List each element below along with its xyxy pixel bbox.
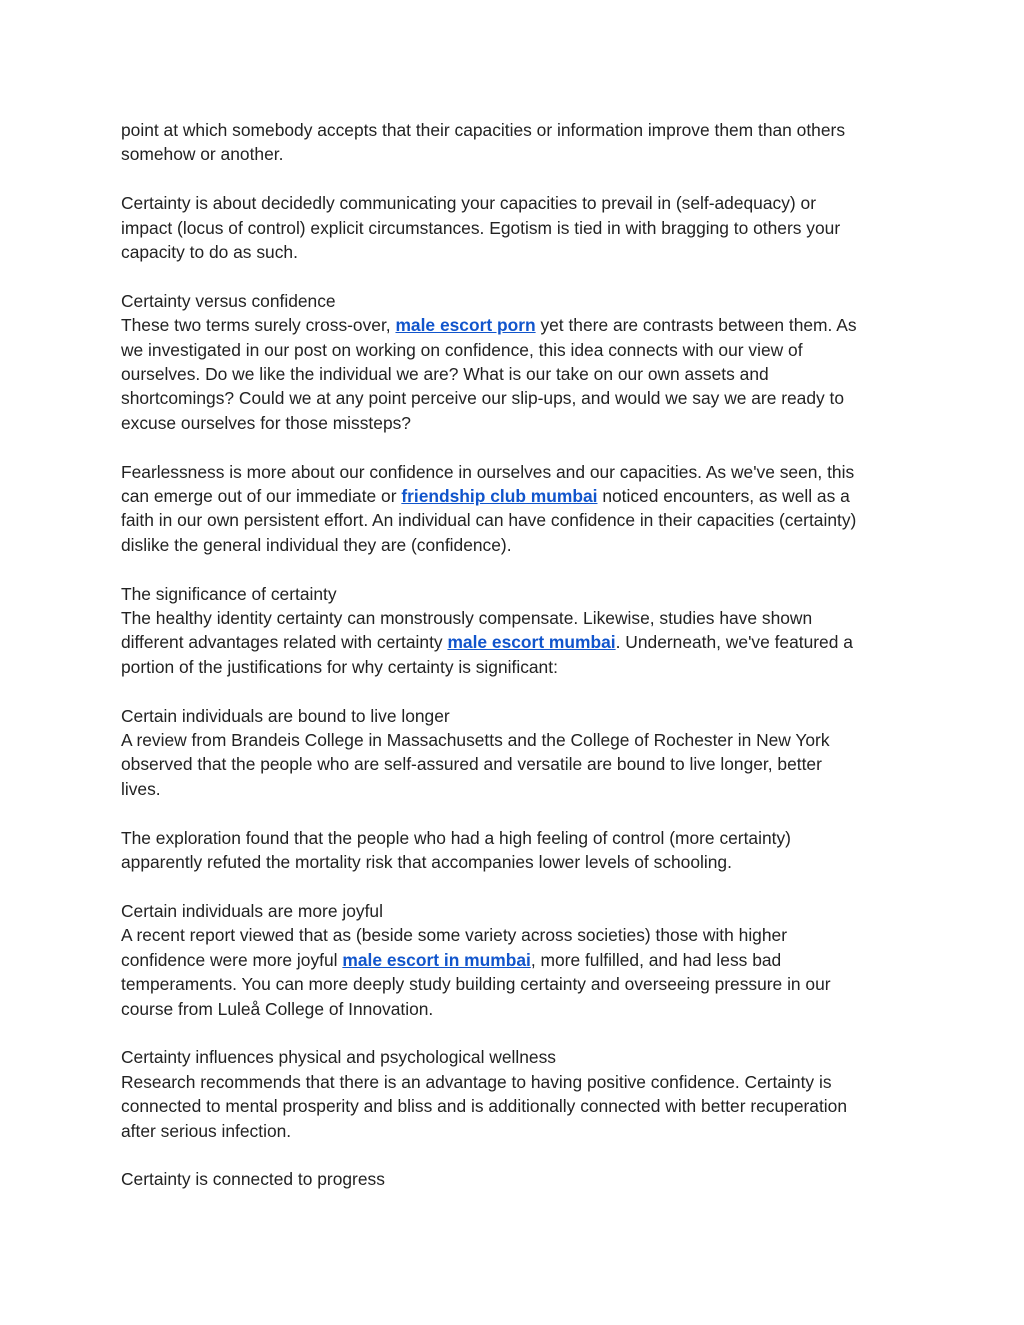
paragraph-8 (121, 899, 911, 1021)
text-line: capacity to do as such. (121, 242, 298, 263)
text-line: temperaments. You can more deeply study building certainty and overseeing pressure in our (121, 974, 831, 995)
paragraph-7 (121, 826, 911, 875)
text-line: connected to mental prosperity and bliss and is additionally connected with better recuperation (121, 1096, 848, 1117)
text-line (121, 948, 911, 972)
link-male-escort-in-mumbai[interactable]: male escort in mumbai (342, 949, 531, 970)
link-male-escort-mumbai[interactable]: male escort mumbai (447, 632, 616, 653)
paragraph-3 (121, 289, 911, 435)
text-line: impact (locus of control) explicit circumstances. Egotism is tied in with bragging to others your (121, 217, 841, 238)
section-heading: Certainty influences physical and psychological wellness (121, 1047, 556, 1068)
text-line: Research recommends that there is an advantage to having positive confidence. Certainty is (121, 1071, 832, 1092)
text-line (121, 313, 911, 337)
text-line: The exploration found that the people who had a high feeling of control (more certainty) (121, 827, 791, 848)
paragraph-9 (121, 1045, 911, 1143)
paragraph-5 (121, 582, 911, 680)
document-page (121, 118, 911, 1216)
section-heading: Certain individuals are more joyful (121, 900, 383, 921)
text-line: shortcomings? Could we at any point perceive our slip-ups, and would we say we are ready to (121, 388, 845, 409)
text-line: Fearlessness is more about our confidence in ourselves and our capacities. As we've seen, this (121, 461, 855, 482)
text-line (121, 484, 911, 508)
paragraph-10 (121, 1167, 911, 1191)
text-line: point at which somebody accepts that their capacities or information improve them than others (121, 120, 846, 140)
text-line: faith in our own persistent effort. An individual can have confidence in their capacities (certainty) (121, 510, 857, 531)
text-segment: . Underneath, we've featured a (615, 632, 853, 653)
text-line: portion of the justifications for why certainty is significant: (121, 656, 558, 677)
section-heading: The significance of certainty (121, 583, 337, 604)
text-segment: noticed encounters, as well as a (597, 486, 850, 507)
text-line (121, 630, 911, 654)
text-line: A review from Brandeis College in Massachusetts and the College of Rochester in New York (121, 730, 830, 751)
text-line: apparently refuted the mortality risk that accompanies lower levels of schooling. (121, 852, 732, 873)
text-segment: can emerge out of our immediate or (121, 486, 402, 507)
link-male-escort-porn[interactable]: male escort porn (395, 315, 536, 336)
paragraph-1 (121, 118, 911, 167)
section-heading: Certainty versus confidence (121, 290, 336, 311)
text-line: somehow or another. (121, 144, 284, 165)
text-line: lives. (121, 778, 161, 799)
section-heading: Certain individuals are bound to live longer (121, 705, 450, 726)
text-line: excuse ourselves for those missteps? (121, 412, 411, 433)
text-line: ourselves. Do we like the individual we are? What is our take on our own assets and (121, 364, 769, 385)
text-line: A recent report viewed that as (beside some variety across societies) those with higher (121, 925, 787, 946)
text-segment: different advantages related with certainty (121, 632, 448, 653)
text-segment: These two terms surely cross-over, (121, 315, 396, 336)
text-line: we investigated in our post on working on confidence, this idea connects with our view of (121, 339, 803, 360)
text-line: dislike the general individual they are (confidence). (121, 534, 512, 555)
paragraph-6 (121, 704, 911, 802)
text-line: after serious infection. (121, 1120, 292, 1141)
text-segment: yet there are contrasts between them. As (535, 315, 857, 336)
text-line: Certainty is about decidedly communicating your capacities to prevail in (self-adequacy) or (121, 193, 816, 214)
paragraph-2 (121, 191, 911, 264)
text-line: The healthy identity certainty can monstrously compensate. Likewise, studies have shown (121, 608, 813, 629)
paragraph-4 (121, 460, 911, 558)
text-line: observed that the people who are self-assured and versatile are bound to live longer, better (121, 754, 822, 775)
link-friendship-club-mumbai[interactable]: friendship club mumbai (401, 486, 598, 507)
section-heading: Certainty is connected to progress (121, 1169, 385, 1190)
text-line: course from Luleå College of Innovation. (121, 998, 434, 1019)
text-segment: confidence were more joyful (121, 949, 343, 970)
text-segment: , more fulfilled, and had less bad (530, 949, 782, 970)
